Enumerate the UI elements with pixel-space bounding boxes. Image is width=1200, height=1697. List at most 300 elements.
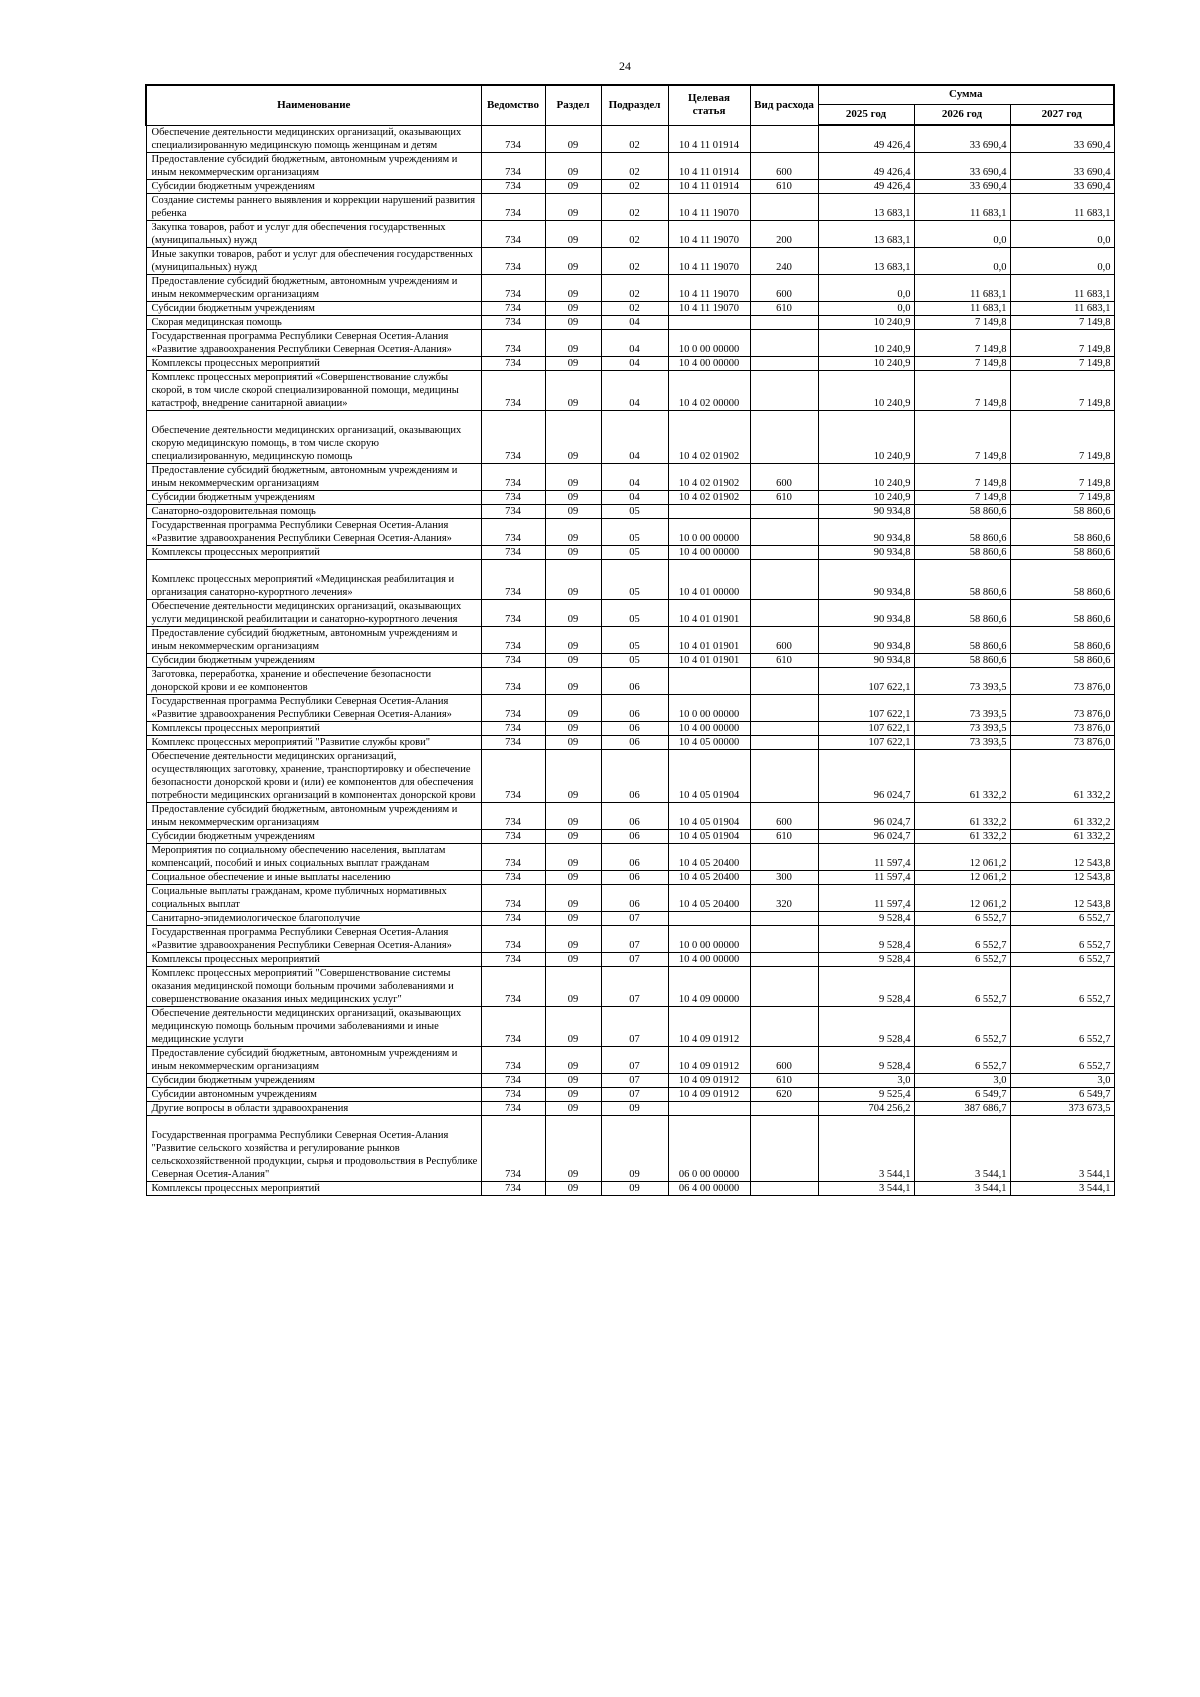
row-vid-rashoda	[750, 1115, 818, 1181]
table-row	[146, 599, 1114, 626]
row-vid-rashoda: 200	[750, 220, 818, 247]
row-sum-2026: 6 552,7	[914, 925, 1010, 952]
row-vedomstvo: 734	[481, 694, 545, 721]
row-podrazdel: 05	[601, 626, 668, 653]
row-razdel: 09	[545, 179, 601, 193]
row-podrazdel: 02	[601, 152, 668, 179]
table-row	[146, 966, 1114, 1006]
table-row	[146, 463, 1114, 490]
row-vedomstvo: 734	[481, 667, 545, 694]
table-row	[146, 559, 1114, 599]
row-name: Закупка товаров, работ и услуг для обеспечения государственных (муниципальных) нужд	[146, 220, 481, 247]
row-sum-2027: 11 683,1	[1010, 193, 1114, 220]
row-vid-rashoda: 610	[750, 490, 818, 504]
row-sum-2027: 6 552,7	[1010, 966, 1114, 1006]
row-vedomstvo: 734	[481, 559, 545, 599]
row-sum-2026: 6 552,7	[914, 1046, 1010, 1073]
row-sum-2025: 11 597,4	[818, 884, 914, 911]
row-razdel: 09	[545, 749, 601, 802]
row-sum-2027: 61 332,2	[1010, 749, 1114, 802]
table-row	[146, 667, 1114, 694]
row-vid-rashoda: 600	[750, 152, 818, 179]
row-vedomstvo: 734	[481, 152, 545, 179]
row-name: Предоставление субсидий бюджетным, автономным учреждениям и иным некоммерческим организациям	[146, 463, 481, 490]
row-podrazdel: 07	[601, 1046, 668, 1073]
table-row	[146, 911, 1114, 925]
row-vid-rashoda	[750, 1101, 818, 1115]
row-sum-2025: 49 426,4	[818, 179, 914, 193]
row-razdel: 09	[545, 1006, 601, 1046]
row-vid-rashoda	[750, 518, 818, 545]
row-sum-2025: 10 240,9	[818, 315, 914, 329]
table-row	[146, 802, 1114, 829]
row-sum-2026: 7 149,8	[914, 356, 1010, 370]
row-celevaya-statya: 10 4 05 01904	[668, 802, 750, 829]
row-name: Субсидии бюджетным учреждениям	[146, 301, 481, 315]
row-razdel: 09	[545, 274, 601, 301]
row-celevaya-statya: 10 4 01 01901	[668, 626, 750, 653]
row-celevaya-statya: 10 4 11 19070	[668, 220, 750, 247]
table-row	[146, 545, 1114, 559]
row-celevaya-statya: 10 4 11 01914	[668, 125, 750, 152]
row-sum-2025: 107 622,1	[818, 694, 914, 721]
row-sum-2026: 7 149,8	[914, 490, 1010, 504]
row-podrazdel: 06	[601, 829, 668, 843]
col-header-razdel: Раздел	[545, 85, 601, 125]
row-vedomstvo: 734	[481, 952, 545, 966]
row-name: Обеспечение деятельности медицинских организаций, осуществляющих заготовку, хранение, транспортировку и обеспечение безопасности донорской крови и (или) ее компонентов для обеспечения потребности медицинских организаций в компонентах донорской крови	[146, 749, 481, 802]
row-sum-2026: 11 683,1	[914, 301, 1010, 315]
row-vedomstvo: 734	[481, 370, 545, 410]
row-podrazdel: 06	[601, 721, 668, 735]
row-name: Комплексы процессных мероприятий	[146, 721, 481, 735]
row-vedomstvo: 734	[481, 843, 545, 870]
row-sum-2026: 61 332,2	[914, 829, 1010, 843]
row-celevaya-statya: 10 4 09 01912	[668, 1087, 750, 1101]
table-row	[146, 1101, 1114, 1115]
row-sum-2027: 3 544,1	[1010, 1115, 1114, 1181]
col-header-name: Наименование	[146, 85, 481, 125]
row-podrazdel: 06	[601, 884, 668, 911]
col-header-celevaya-statya: Целевая статья	[668, 85, 750, 125]
row-razdel: 09	[545, 152, 601, 179]
row-name: Комплексы процессных мероприятий	[146, 356, 481, 370]
row-celevaya-statya: 06 4 00 00000	[668, 1181, 750, 1195]
row-razdel: 09	[545, 1046, 601, 1073]
row-razdel: 09	[545, 802, 601, 829]
row-celevaya-statya: 10 4 00 00000	[668, 721, 750, 735]
row-vedomstvo: 734	[481, 735, 545, 749]
row-sum-2025: 90 934,8	[818, 559, 914, 599]
row-vedomstvo: 734	[481, 125, 545, 152]
row-vedomstvo: 734	[481, 884, 545, 911]
row-sum-2027: 7 149,8	[1010, 490, 1114, 504]
row-podrazdel: 07	[601, 1073, 668, 1087]
row-vid-rashoda	[750, 504, 818, 518]
row-celevaya-statya	[668, 315, 750, 329]
row-sum-2027: 3 544,1	[1010, 1181, 1114, 1195]
row-celevaya-statya: 10 4 01 00000	[668, 559, 750, 599]
row-sum-2026: 58 860,6	[914, 518, 1010, 545]
row-vedomstvo: 734	[481, 301, 545, 315]
row-razdel: 09	[545, 1115, 601, 1181]
row-razdel: 09	[545, 125, 601, 152]
row-celevaya-statya: 10 4 05 20400	[668, 884, 750, 911]
row-name: Комплексы процессных мероприятий	[146, 1181, 481, 1195]
row-vid-rashoda	[750, 925, 818, 952]
row-celevaya-statya	[668, 911, 750, 925]
row-name: Государственная программа Республики Северная Осетия-Алания "Развитие сельского хозяйства и регулирование рынков сельскохозяйственной продукции, сырья и продовольствия в Республике Северная Осетия-Алания"	[146, 1115, 481, 1181]
row-razdel: 09	[545, 1101, 601, 1115]
row-sum-2026: 0,0	[914, 220, 1010, 247]
row-podrazdel: 06	[601, 843, 668, 870]
row-sum-2027: 6 552,7	[1010, 1046, 1114, 1073]
row-name: Обеспечение деятельности медицинских организаций, оказывающих услуги медицинской реабилитации и санаторно-курортного лечения	[146, 599, 481, 626]
row-sum-2025: 90 934,8	[818, 504, 914, 518]
row-podrazdel: 04	[601, 463, 668, 490]
row-razdel: 09	[545, 884, 601, 911]
row-razdel: 09	[545, 1087, 601, 1101]
row-podrazdel: 04	[601, 410, 668, 463]
row-name: Субсидии бюджетным учреждениям	[146, 490, 481, 504]
row-celevaya-statya: 10 4 11 19070	[668, 247, 750, 274]
row-name: Мероприятия по социальному обеспечению населения, выплатам компенсаций, пособий и иных социальных выплат гражданам	[146, 843, 481, 870]
row-podrazdel: 04	[601, 490, 668, 504]
row-vid-rashoda: 600	[750, 1046, 818, 1073]
row-sum-2025: 13 683,1	[818, 220, 914, 247]
row-vedomstvo: 734	[481, 490, 545, 504]
row-razdel: 09	[545, 463, 601, 490]
col-header-vedomstvo: Ведомство	[481, 85, 545, 125]
row-vid-rashoda	[750, 966, 818, 1006]
row-podrazdel: 02	[601, 220, 668, 247]
row-sum-2026: 0,0	[914, 247, 1010, 274]
row-sum-2026: 61 332,2	[914, 802, 1010, 829]
row-sum-2025: 49 426,4	[818, 152, 914, 179]
row-sum-2027: 7 149,8	[1010, 463, 1114, 490]
row-podrazdel: 06	[601, 694, 668, 721]
row-sum-2027: 6 552,7	[1010, 925, 1114, 952]
row-vid-rashoda: 600	[750, 626, 818, 653]
row-name: Предоставление субсидий бюджетным, автономным учреждениям и иным некоммерческим организациям	[146, 152, 481, 179]
row-vid-rashoda	[750, 1006, 818, 1046]
row-celevaya-statya: 10 4 00 00000	[668, 356, 750, 370]
row-name: Субсидии автономным учреждениям	[146, 1087, 481, 1101]
row-celevaya-statya: 10 4 11 01914	[668, 179, 750, 193]
row-vid-rashoda	[750, 911, 818, 925]
row-vedomstvo: 734	[481, 870, 545, 884]
row-vedomstvo: 734	[481, 911, 545, 925]
row-sum-2025: 10 240,9	[818, 410, 914, 463]
row-vid-rashoda: 240	[750, 247, 818, 274]
row-vedomstvo: 734	[481, 329, 545, 356]
row-sum-2027: 73 876,0	[1010, 721, 1114, 735]
row-celevaya-statya: 10 4 05 01904	[668, 829, 750, 843]
row-sum-2025: 13 683,1	[818, 247, 914, 274]
table-row	[146, 193, 1114, 220]
row-razdel: 09	[545, 966, 601, 1006]
row-vedomstvo: 734	[481, 829, 545, 843]
row-celevaya-statya: 10 0 00 00000	[668, 694, 750, 721]
row-name: Комплекс процессных мероприятий "Совершенствование системы оказания медицинской помощи больным прочими заболеваниями и совершенствование оказания иных медицинских услуг"	[146, 966, 481, 1006]
row-name: Социальное обеспечение и иные выплаты населению	[146, 870, 481, 884]
row-podrazdel: 04	[601, 370, 668, 410]
row-razdel: 09	[545, 545, 601, 559]
table-row	[146, 870, 1114, 884]
row-vid-rashoda	[750, 735, 818, 749]
row-podrazdel: 04	[601, 315, 668, 329]
row-name: Комплекс процессных мероприятий «Медицинская реабилитация и организация санаторно-курортного лечения»	[146, 559, 481, 599]
row-sum-2025: 3 544,1	[818, 1181, 914, 1195]
row-celevaya-statya: 10 4 11 19070	[668, 301, 750, 315]
row-celevaya-statya: 10 4 09 01912	[668, 1006, 750, 1046]
row-name: Государственная программа Республики Северная Осетия-Алания «Развитие здравоохранения Республики Северная Осетия-Алания»	[146, 329, 481, 356]
row-celevaya-statya: 10 4 02 00000	[668, 370, 750, 410]
row-sum-2027: 58 860,6	[1010, 559, 1114, 599]
row-sum-2026: 11 683,1	[914, 274, 1010, 301]
row-razdel: 09	[545, 247, 601, 274]
row-sum-2027: 11 683,1	[1010, 301, 1114, 315]
table-row	[146, 410, 1114, 463]
row-name: Заготовка, переработка, хранение и обеспечение безопасности донорской крови и ее компонентов	[146, 667, 481, 694]
row-sum-2026: 73 393,5	[914, 694, 1010, 721]
row-celevaya-statya	[668, 504, 750, 518]
row-sum-2027: 373 673,5	[1010, 1101, 1114, 1115]
row-vedomstvo: 734	[481, 721, 545, 735]
row-podrazdel: 02	[601, 193, 668, 220]
row-sum-2025: 9 528,4	[818, 925, 914, 952]
table-row	[146, 1087, 1114, 1101]
row-vid-rashoda: 610	[750, 179, 818, 193]
row-sum-2025: 3 544,1	[818, 1115, 914, 1181]
row-sum-2027: 61 332,2	[1010, 829, 1114, 843]
row-vedomstvo: 734	[481, 1181, 545, 1195]
row-celevaya-statya: 10 4 09 01912	[668, 1046, 750, 1073]
table-row	[146, 749, 1114, 802]
table-row	[146, 1046, 1114, 1073]
row-vedomstvo: 734	[481, 193, 545, 220]
row-sum-2025: 0,0	[818, 301, 914, 315]
row-sum-2025: 13 683,1	[818, 193, 914, 220]
row-razdel: 09	[545, 504, 601, 518]
row-podrazdel: 02	[601, 274, 668, 301]
row-sum-2026: 58 860,6	[914, 559, 1010, 599]
row-sum-2025: 10 240,9	[818, 463, 914, 490]
row-sum-2025: 11 597,4	[818, 843, 914, 870]
row-celevaya-statya	[668, 667, 750, 694]
row-razdel: 09	[545, 925, 601, 952]
row-name: Обеспечение деятельности медицинских организаций, оказывающих специализированную медицинскую помощь женщинам и детям	[146, 125, 481, 152]
table-row	[146, 370, 1114, 410]
row-vid-rashoda: 600	[750, 274, 818, 301]
row-vedomstvo: 734	[481, 1101, 545, 1115]
row-name: Комплекс процессных мероприятий «Совершенствование службы скорой, в том числе скорой специализированной помощи, медицины катастроф, внедрение санитарной авиации»	[146, 370, 481, 410]
row-vedomstvo: 734	[481, 356, 545, 370]
row-podrazdel: 05	[601, 599, 668, 626]
row-podrazdel: 07	[601, 952, 668, 966]
row-sum-2026: 58 860,6	[914, 626, 1010, 653]
row-sum-2025: 90 934,8	[818, 518, 914, 545]
row-name: Предоставление субсидий бюджетным, автономным учреждениям и иным некоммерческим организациям	[146, 1046, 481, 1073]
row-sum-2025: 3,0	[818, 1073, 914, 1087]
row-vid-rashoda	[750, 721, 818, 735]
table-row	[146, 843, 1114, 870]
row-vid-rashoda: 610	[750, 829, 818, 843]
row-sum-2025: 107 622,1	[818, 735, 914, 749]
row-vid-rashoda	[750, 667, 818, 694]
row-sum-2027: 33 690,4	[1010, 179, 1114, 193]
row-celevaya-statya: 10 4 05 20400	[668, 870, 750, 884]
row-celevaya-statya: 10 4 11 19070	[668, 193, 750, 220]
row-razdel: 09	[545, 315, 601, 329]
row-sum-2025: 96 024,7	[818, 802, 914, 829]
row-celevaya-statya: 10 4 02 01902	[668, 490, 750, 504]
row-sum-2025: 90 934,8	[818, 626, 914, 653]
row-razdel: 09	[545, 356, 601, 370]
row-vedomstvo: 734	[481, 179, 545, 193]
row-celevaya-statya: 10 4 01 01901	[668, 653, 750, 667]
table-row	[146, 653, 1114, 667]
row-vid-rashoda	[750, 356, 818, 370]
row-sum-2026: 3,0	[914, 1073, 1010, 1087]
row-razdel: 09	[545, 370, 601, 410]
table-row	[146, 329, 1114, 356]
row-sum-2026: 33 690,4	[914, 125, 1010, 152]
row-podrazdel: 09	[601, 1101, 668, 1115]
row-vid-rashoda	[750, 315, 818, 329]
row-sum-2025: 9 525,4	[818, 1087, 914, 1101]
table-row	[146, 694, 1114, 721]
row-podrazdel: 02	[601, 179, 668, 193]
col-header-2027: 2027 год	[1010, 104, 1114, 125]
row-podrazdel: 06	[601, 667, 668, 694]
row-sum-2025: 96 024,7	[818, 829, 914, 843]
row-sum-2026: 73 393,5	[914, 735, 1010, 749]
row-sum-2025: 96 024,7	[818, 749, 914, 802]
row-celevaya-statya: 10 4 05 01904	[668, 749, 750, 802]
row-celevaya-statya: 10 4 11 19070	[668, 274, 750, 301]
row-sum-2027: 7 149,8	[1010, 410, 1114, 463]
row-celevaya-statya: 10 4 02 01902	[668, 463, 750, 490]
row-sum-2027: 12 543,8	[1010, 843, 1114, 870]
row-sum-2025: 9 528,4	[818, 966, 914, 1006]
row-sum-2026: 3 544,1	[914, 1181, 1010, 1195]
table-row	[146, 179, 1114, 193]
budget-table	[145, 84, 1115, 1196]
row-vid-rashoda	[750, 694, 818, 721]
table-body	[146, 125, 1114, 1195]
col-header-podrazdel: Подраздел	[601, 85, 668, 125]
table-header	[146, 85, 1114, 125]
row-name: Другие вопросы в области здравоохранения	[146, 1101, 481, 1115]
row-razdel: 09	[545, 952, 601, 966]
row-podrazdel: 07	[601, 966, 668, 1006]
row-name: Создание системы раннего выявления и коррекции нарушений развития ребенка	[146, 193, 481, 220]
row-sum-2027: 73 876,0	[1010, 694, 1114, 721]
row-vedomstvo: 734	[481, 463, 545, 490]
row-sum-2027: 7 149,8	[1010, 315, 1114, 329]
row-podrazdel: 02	[601, 247, 668, 274]
table-row	[146, 356, 1114, 370]
row-name: Субсидии бюджетным учреждениям	[146, 1073, 481, 1087]
row-vid-rashoda: 600	[750, 463, 818, 490]
row-vedomstvo: 734	[481, 1087, 545, 1101]
col-header-2025: 2025 год	[818, 104, 914, 125]
row-sum-2026: 58 860,6	[914, 653, 1010, 667]
row-sum-2026: 11 683,1	[914, 193, 1010, 220]
row-sum-2027: 58 860,6	[1010, 504, 1114, 518]
row-vid-rashoda	[750, 843, 818, 870]
col-header-vid-rashoda: Вид расхода	[750, 85, 818, 125]
row-sum-2026: 58 860,6	[914, 545, 1010, 559]
row-sum-2026: 12 061,2	[914, 843, 1010, 870]
row-sum-2025: 107 622,1	[818, 721, 914, 735]
row-razdel: 09	[545, 653, 601, 667]
row-sum-2025: 9 528,4	[818, 1006, 914, 1046]
row-sum-2027: 0,0	[1010, 247, 1114, 274]
row-vid-rashoda	[750, 749, 818, 802]
row-razdel: 09	[545, 518, 601, 545]
row-sum-2026: 61 332,2	[914, 749, 1010, 802]
row-celevaya-statya	[668, 1101, 750, 1115]
row-sum-2027: 0,0	[1010, 220, 1114, 247]
row-vid-rashoda: 610	[750, 653, 818, 667]
row-name: Предоставление субсидий бюджетным, автономным учреждениям и иным некоммерческим организациям	[146, 802, 481, 829]
row-sum-2027: 58 860,6	[1010, 626, 1114, 653]
row-vid-rashoda	[750, 329, 818, 356]
row-sum-2025: 11 597,4	[818, 870, 914, 884]
row-vedomstvo: 734	[481, 802, 545, 829]
row-vid-rashoda	[750, 410, 818, 463]
row-sum-2027: 12 543,8	[1010, 884, 1114, 911]
row-podrazdel: 07	[601, 911, 668, 925]
row-sum-2027: 7 149,8	[1010, 356, 1114, 370]
row-podrazdel: 04	[601, 329, 668, 356]
row-sum-2027: 7 149,8	[1010, 329, 1114, 356]
row-razdel: 09	[545, 721, 601, 735]
row-razdel: 09	[545, 220, 601, 247]
row-vedomstvo: 734	[481, 274, 545, 301]
table-row	[146, 1073, 1114, 1087]
row-celevaya-statya: 10 0 00 00000	[668, 518, 750, 545]
row-sum-2026: 73 393,5	[914, 721, 1010, 735]
row-celevaya-statya: 10 4 05 20400	[668, 843, 750, 870]
row-vedomstvo: 734	[481, 749, 545, 802]
row-razdel: 09	[545, 735, 601, 749]
row-sum-2027: 73 876,0	[1010, 735, 1114, 749]
row-vid-rashoda	[750, 125, 818, 152]
row-sum-2026: 12 061,2	[914, 870, 1010, 884]
row-sum-2025: 0,0	[818, 274, 914, 301]
row-name: Комплексы процессных мероприятий	[146, 545, 481, 559]
row-sum-2026: 6 549,7	[914, 1087, 1010, 1101]
row-vid-rashoda: 600	[750, 802, 818, 829]
table-row	[146, 626, 1114, 653]
table-row	[146, 721, 1114, 735]
row-podrazdel: 06	[601, 749, 668, 802]
row-vedomstvo: 734	[481, 626, 545, 653]
table-row	[146, 247, 1114, 274]
row-name: Обеспечение деятельности медицинских организаций, оказывающих медицинскую помощь больным прочими заболеваниями и иные медицинские услуги	[146, 1006, 481, 1046]
col-header-2026: 2026 год	[914, 104, 1010, 125]
row-sum-2026: 58 860,6	[914, 599, 1010, 626]
row-name: Обеспечение деятельности медицинских организаций, оказывающих скорую медицинскую помощь, в том числе скорую специализированную, медицинскую помощь	[146, 410, 481, 463]
row-podrazdel: 06	[601, 802, 668, 829]
row-vid-rashoda: 620	[750, 1087, 818, 1101]
table-row	[146, 952, 1114, 966]
row-name: Санаторно-оздоровительная помощь	[146, 504, 481, 518]
table-row	[146, 125, 1114, 152]
